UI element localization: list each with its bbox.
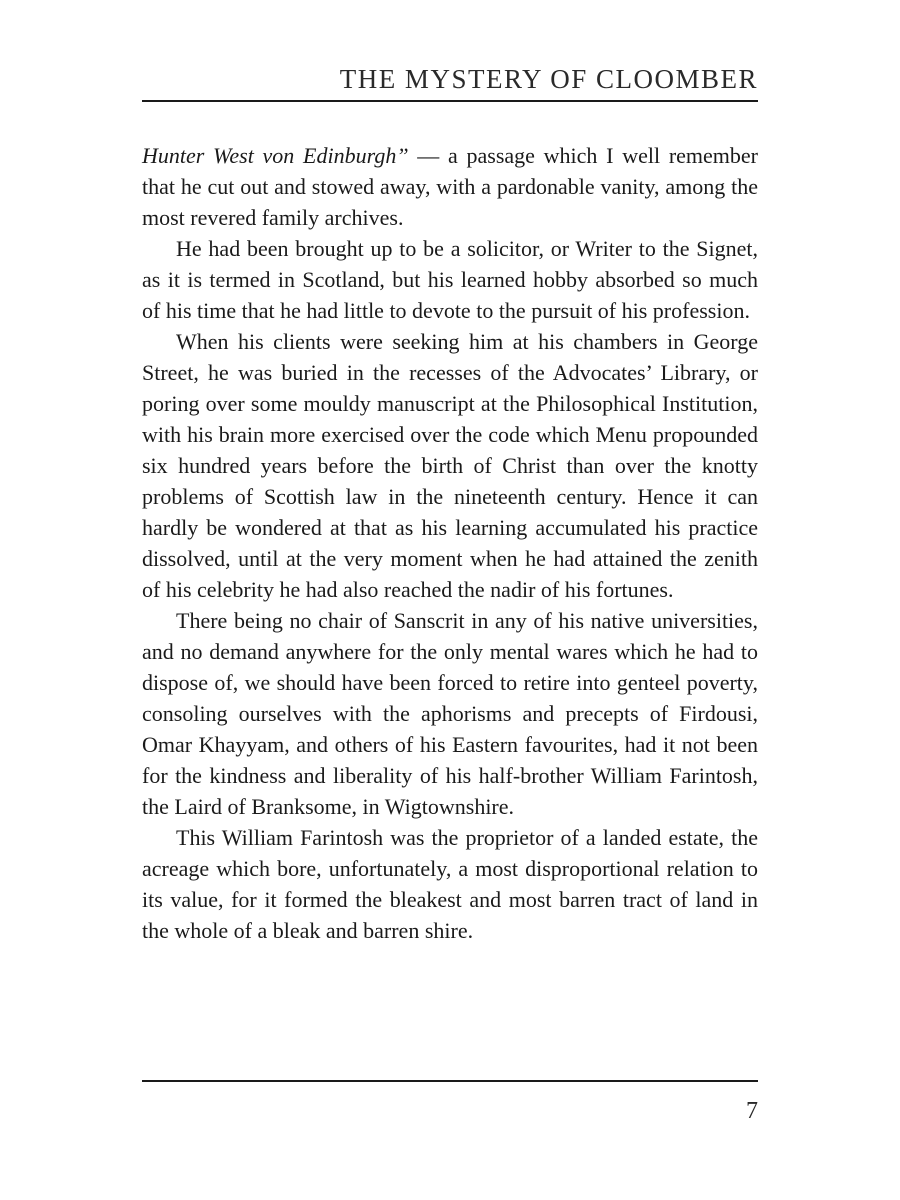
footer-divider [142, 1080, 758, 1082]
paragraph-5: This William Farintosh was the proprietor of a landed estate, the acreage which bore, unfortunately, a most disproportional relation to its value, for it formed the bleakest and most barren tract of land in the whole of a bleak and barren shire. [142, 825, 758, 943]
page-number: 7 [746, 1098, 758, 1124]
paragraph-1 [142, 140, 758, 233]
body-text [142, 140, 758, 946]
paragraph-1-italic: Hunter West von Edinburgh” [142, 143, 409, 168]
paragraph-3: When his clients were seeking him at his chambers in George Street, he was buried in the recesses of the Advocates’ Library, or poring over some mouldy manuscript at the Philosophical Institution, with his brain more exercised over the code which Menu propounded six hundred years before the birth of Christ than over the knotty problems of Scottish law in the nineteenth century. Hence it can hardly be wondered at that as his learning accumulated his practice dissolved, until at the very moment when he had attained the zenith of his celebrity he had also reached the nadir of his fortunes. [142, 329, 758, 602]
header-divider [142, 100, 758, 102]
paragraph-1-text: — a passage which I well remember that he cut out and stowed away, with a pardonable vanity, among the most revered family archives. [142, 143, 758, 230]
paragraph-4: There being no chair of Sanscrit in any of his native universities, and no demand anywhere for the only mental wares which he had to dispose of, we should have been forced to retire into genteel poverty, consoling ourselves with the aphorisms and precepts of Firdousi, Omar Khayyam, and others of his Eastern favourites, had it not been for the kindness and liberality of his half-brother William Farintosh, the Laird of Branksome, in Wigtownshire. [142, 608, 758, 819]
paragraph-2: He had been brought up to be a solicitor, or Writer to the Signet, as it is termed in Scotland, but his learned hobby absorbed so much of his time that he had little to devote to the pursuit of his profession. [142, 236, 758, 323]
running-header-title: THE MYSTERY OF CLOOMBER [339, 64, 758, 94]
